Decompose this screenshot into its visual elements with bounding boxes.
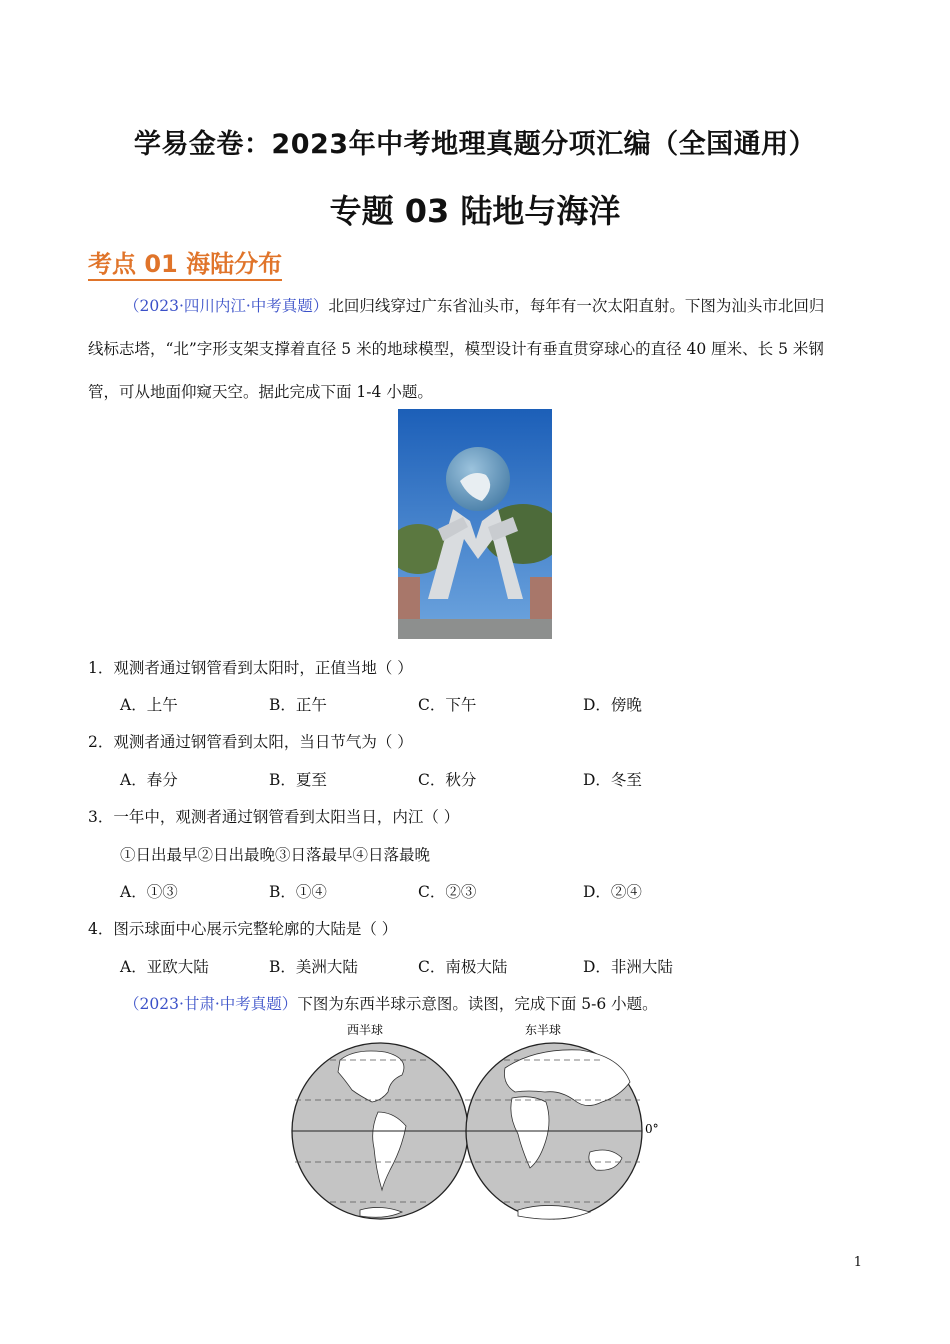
passage-1-line3: 管，可从地面仰窥天空。据此完成下面 1-4 小题。 <box>88 383 433 401</box>
q3-option-b[interactable]: B．①④ <box>269 883 327 901</box>
tropic-landmark-photo <box>398 409 552 639</box>
passage-2-source: （2023·甘肃·中考真题） <box>124 995 298 1013</box>
page-number: 1 <box>853 1255 862 1270</box>
question-3-statements: ①日出最早②日出最晚③日落最早④日落最晚 <box>120 846 431 864</box>
q4-option-a[interactable]: A．亚欧大陆 <box>120 958 209 976</box>
equator-label: 0° <box>645 1122 659 1136</box>
passage-2 <box>124 994 658 1014</box>
section-heading: 考点 01 海陆分布 <box>88 249 282 281</box>
q1-option-a[interactable]: A．上午 <box>120 696 178 714</box>
passage-1-line1: 北回归线穿过广东省汕头市，每年有一次太阳直射。下图为汕头市北回归 <box>328 297 825 315</box>
question-1-stem: 1．观测者通过钢管看到太阳时，正值当地（ ） <box>88 659 413 677</box>
document-subtitle: 专题 03 陆地与海洋 <box>329 192 621 230</box>
document-title: 学易金卷：2023年中考地理真题分项汇编（全国通用） <box>133 129 817 160</box>
q3-option-a[interactable]: A．①③ <box>120 883 178 901</box>
question-4-stem: 4．图示球面中心展示完整轮廓的大陆是（ ） <box>88 920 398 938</box>
q1-option-b[interactable]: B．正午 <box>269 696 327 714</box>
q2-option-c[interactable]: C．秋分 <box>418 771 477 789</box>
passage-1 <box>88 285 863 414</box>
question-2-stem: 2．观测者通过钢管看到太阳，当日节气为（ ） <box>88 733 413 751</box>
q4-option-c[interactable]: C．南极大陆 <box>418 958 508 976</box>
q2-option-b[interactable]: B．夏至 <box>269 771 327 789</box>
east-hemisphere-label: 东半球 <box>525 1023 562 1037</box>
q2-option-a[interactable]: A．春分 <box>120 771 178 789</box>
q1-option-d[interactable]: D．傍晚 <box>583 696 642 714</box>
west-hemisphere-label: 西半球 <box>347 1023 384 1037</box>
hemispheres-map <box>290 1020 670 1230</box>
passage-1-line2: 线标志塔，“北”字形支架支撑着直径 5 米的地球模型，模型设计有垂直贯穿球心的直径 40 厘米、长 5 米钢 <box>88 340 824 358</box>
q2-option-d[interactable]: D．冬至 <box>583 771 642 789</box>
passage-1-source: （2023·四川内江·中考真题） <box>124 297 329 315</box>
q1-option-c[interactable]: C．下午 <box>418 696 477 714</box>
question-3-stem: 3．一年中，观测者通过钢管看到太阳当日，内江（ ） <box>88 808 460 826</box>
q3-option-c[interactable]: C．②③ <box>418 883 477 901</box>
q3-option-d[interactable]: D．②④ <box>583 883 642 901</box>
q4-option-d[interactable]: D．非洲大陆 <box>583 958 673 976</box>
q4-option-b[interactable]: B．美洲大陆 <box>269 958 358 976</box>
passage-2-text: 下图为东西半球示意图。读图，完成下面 5-6 小题。 <box>297 995 658 1013</box>
